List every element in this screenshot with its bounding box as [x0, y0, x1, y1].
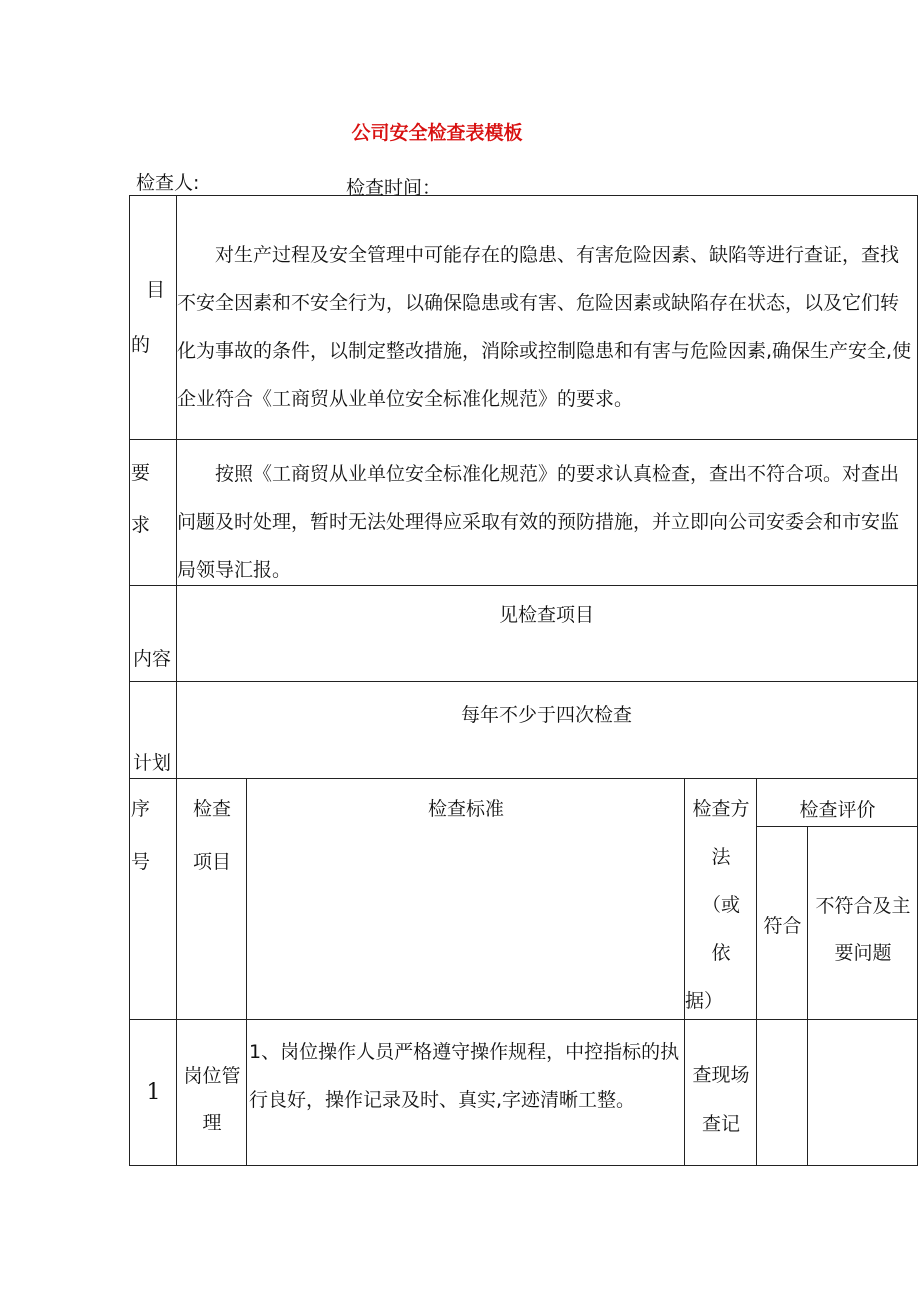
requirement-label-cell — [130, 440, 177, 586]
requirement-label-1: 要 — [131, 462, 151, 484]
content-label: 内容 — [133, 648, 172, 670]
row-nonconform-cell[interactable] — [808, 1020, 918, 1166]
header-seq-cell — [130, 779, 177, 1020]
header-method-4: 依 — [711, 942, 731, 964]
content-text: 见检查项目 — [498, 604, 594, 626]
row-item-cell — [177, 1020, 247, 1166]
purpose-label-cell — [130, 196, 177, 440]
header-method-1: 检查方 — [692, 798, 750, 820]
header-item-1: 检查 — [192, 798, 231, 820]
row-method-cell — [685, 1020, 757, 1166]
inspection-table — [129, 195, 918, 1166]
table-row — [130, 1020, 918, 1166]
header-standard: 检查标准 — [427, 798, 504, 820]
requirement-label-2: 求 — [131, 514, 151, 536]
content-text-cell — [177, 586, 918, 682]
header-conform: 符合 — [763, 915, 802, 937]
plan-row — [130, 682, 918, 779]
purpose-label-2: 的 — [131, 334, 151, 356]
row-seq-cell — [130, 1020, 177, 1166]
header-method-2: 法 — [711, 846, 731, 868]
content-label-cell — [130, 586, 177, 682]
header-evaluation: 检查评价 — [799, 799, 876, 821]
header-row — [130, 779, 918, 827]
header-item-2: 项目 — [192, 851, 231, 873]
header-method-3: （或 — [701, 894, 740, 916]
requirement-text: 按照《工商贸从业单位安全标准化规范》的要求认真检查，查出不符合项。对查出问题及时处理，暂时无法处理得应采取有效的预防措施，并立即向公司安委会和市安监局领导汇报。 — [177, 463, 900, 581]
header-nonconform-cell — [808, 827, 918, 1020]
plan-label: 计划 — [133, 752, 172, 774]
row-method-1: 查现场 — [692, 1064, 750, 1086]
row-standard: 1、岗位操作人员严格遵守操作规程，中控指标的执行良好，操作记录及时、真实,字迹清晰工整。 — [249, 1041, 680, 1111]
purpose-text: 对生产过程及安全管理中可能存在的隐患、有害危险因素、缺陷等进行查证，查找不安全因素和不安全行为，以确保隐患或有害、危险因素或缺陷存在状态，以及它们转化为事故的条件，以制定整改措施，消除或控制隐患和有害与危险因素,确保生产安全,使企业符合《工商贸从业单位安全标准化规范》的要求。 — [177, 244, 912, 410]
purpose-label-1: 目 — [146, 279, 166, 301]
requirement-text-cell — [177, 440, 918, 586]
header-conform-cell — [757, 827, 808, 1020]
header-nonconform-2: 要问题 — [834, 942, 892, 964]
header-method-5: 据） — [685, 990, 724, 1012]
header-method-cell — [685, 779, 757, 1020]
purpose-row — [130, 196, 918, 440]
requirement-row — [130, 440, 918, 586]
row-item-1: 岗位管 — [183, 1065, 241, 1087]
row-standard-cell — [247, 1020, 685, 1166]
row-seq: 1 — [146, 1080, 161, 1105]
header-nonconform-1: 不符合及主 — [815, 895, 911, 917]
inspection-time-label: 检查时间： — [346, 177, 442, 199]
header-seq-1: 序 — [131, 798, 151, 820]
header-item-cell — [177, 779, 247, 1020]
inspector-label: 检查人: — [136, 172, 200, 194]
header-seq-2: 号 — [131, 851, 151, 873]
document-title: 公司安全检查表模板 — [351, 122, 523, 144]
purpose-text-cell — [177, 196, 918, 440]
plan-text: 每年不少于四次检查 — [460, 704, 632, 726]
row-conform-cell[interactable] — [757, 1020, 808, 1166]
header-evaluation-cell — [757, 779, 918, 827]
row-item-2: 理 — [202, 1112, 222, 1134]
header-standard-cell — [247, 779, 685, 1020]
plan-label-cell — [130, 682, 177, 779]
row-method-2: 查记 — [701, 1113, 740, 1135]
content-row — [130, 586, 918, 682]
plan-text-cell — [177, 682, 918, 779]
